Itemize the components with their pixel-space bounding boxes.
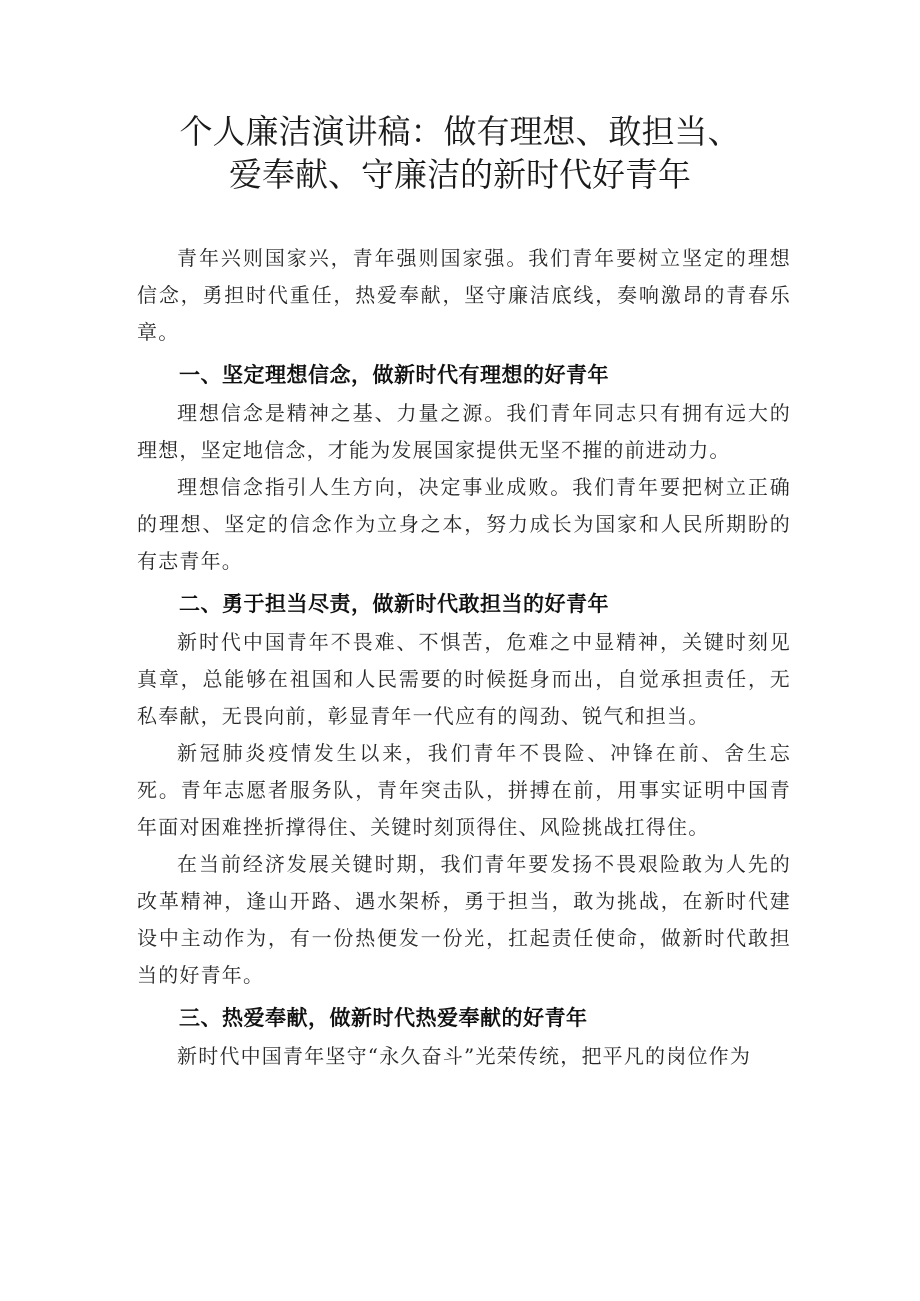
intro-paragraph: 青年兴则国家兴，青年强则国家强。我们青年要树立坚定的理想信念，勇担时代重任，热爱奉献，坚守廉洁底线，奏响激昂的青春乐章。 bbox=[137, 246, 791, 344]
section-3-paragraph-1: 新时代中国青年坚守“永久奋斗”光荣传统，把平凡的岗位作为 bbox=[177, 1044, 752, 1068]
section-1-heading: 一、坚定理想信念，做新时代有理想的好青年 bbox=[179, 363, 609, 387]
section-1-paragraph-2: 理想信念指引人生方向，决定事业成败。我们青年要把树立正确的理想、坚定的信念作为立身之本，努力成长为国家和人民所期盼的有志青年。 bbox=[137, 475, 791, 573]
document-title bbox=[100, 110, 820, 196]
title-line-1: 个人廉洁演讲稿：做有理想、敢担当、 bbox=[179, 112, 741, 151]
section-1-paragraph-1: 理想信念是精神之基、力量之源。我们青年同志只有拥有远大的理想，坚定地信念，才能为发展国家提供无坚不摧的前进动力。 bbox=[137, 401, 791, 462]
section-2-paragraph-2: 新冠肺炎疫情发生以来，我们青年不畏险、冲锋在前、舍生忘死。青年志愿者服务队，青年突击队，拼搏在前，用事实证明中国青年面对困难挫折撑得住、关键时刻顶得住、风险挑战扛得住。 bbox=[137, 741, 791, 839]
section-3-heading: 三、热爱奉献，做新时代热爱奉献的好青年 bbox=[179, 1006, 588, 1030]
section-2-heading: 二、勇于担当尽责，做新时代敢担当的好青年 bbox=[179, 592, 609, 616]
section-2-paragraph-1: 新时代中国青年不畏难、不惧苦，危难之中显精神，关键时刻见真章，总能够在祖国和人民需要的时候挺身而出，自觉承担责任，无私奉献，无畏向前，彰显青年一代应有的闯劲、锐气和担当。 bbox=[137, 630, 791, 728]
title-line-2: 爱奉献、守廉洁的新时代好青年 bbox=[229, 155, 691, 194]
section-2-paragraph-3: 在当前经济发展关键时期，我们青年要发扬不畏艰险敢为人先的改革精神，逢山开路、遇水架桥，勇于担当，敢为挑战，在新时代建设中主动作为，有一份热便发一份光，扛起责任使命，做新时代敢担当的好青年。 bbox=[137, 852, 791, 987]
document-body bbox=[137, 240, 791, 1075]
